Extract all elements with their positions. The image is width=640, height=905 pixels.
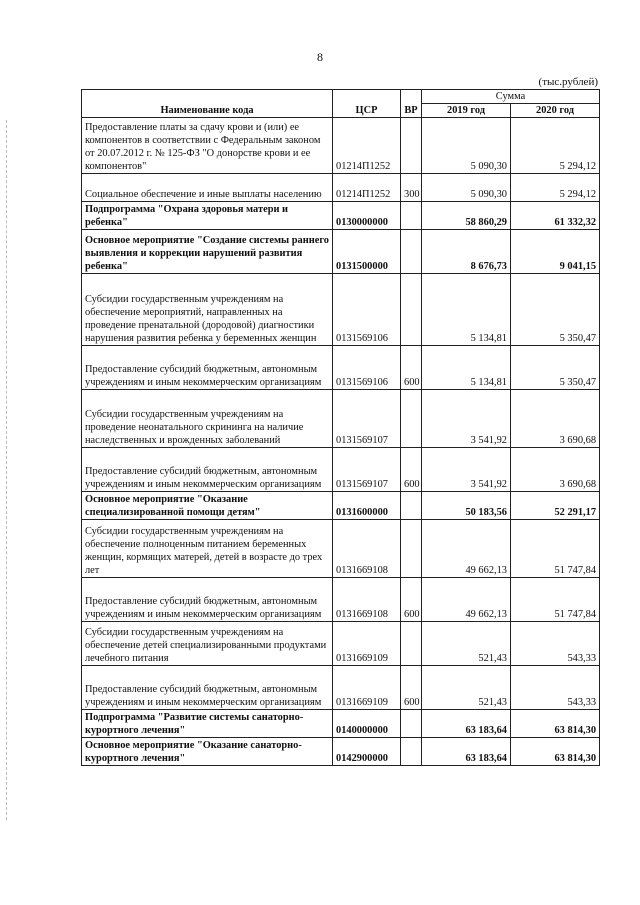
scan-edge-mark <box>6 120 8 820</box>
row-csr-cell: 0142900000 <box>333 738 401 766</box>
row-vr-cell <box>401 274 422 346</box>
row-name-cell: Субсидии государственным учреждениям на обеспечение детей специализированными продуктами лечебного питания <box>82 622 333 666</box>
row-2020-cell: 543,33 <box>511 622 600 666</box>
row-csr-cell: 0131669108 <box>333 520 401 578</box>
header-2019: 2019 год <box>422 104 511 118</box>
units-label: (тыс.рублей) <box>538 76 598 88</box>
row-csr-cell: 0131669109 <box>333 666 401 710</box>
row-csr-cell: 0131569106 <box>333 274 401 346</box>
row-csr-cell: 0131600000 <box>333 492 401 520</box>
row-2019-cell: 521,43 <box>422 622 511 666</box>
table-row <box>82 174 600 202</box>
row-2019-cell: 49 662,13 <box>422 578 511 622</box>
row-csr-cell: 0131669108 <box>333 578 401 622</box>
row-2019-cell: 3 541,92 <box>422 448 511 492</box>
row-csr-cell: 01214П1252 <box>333 118 401 174</box>
row-2019-cell: 63 183,64 <box>422 738 511 766</box>
row-2020-cell: 61 332,32 <box>511 202 600 230</box>
row-csr-cell: 0130000000 <box>333 202 401 230</box>
row-name-cell: Подпрограмма "Охрана здоровья матери и ребенка" <box>82 202 333 230</box>
row-2020-cell: 63 814,30 <box>511 738 600 766</box>
table-row <box>82 202 600 230</box>
row-vr-cell <box>401 520 422 578</box>
table-row <box>82 578 600 622</box>
row-2019-cell: 58 860,29 <box>422 202 511 230</box>
row-csr-cell: 0131500000 <box>333 230 401 274</box>
table-header <box>82 90 600 118</box>
row-2019-cell: 5 134,81 <box>422 274 511 346</box>
table-row <box>82 118 600 174</box>
row-name-cell: Предоставление субсидий бюджетным, автономным учреждениям и иным некоммерческим организациям <box>82 578 333 622</box>
row-2019-cell: 5 134,81 <box>422 346 511 390</box>
table-row <box>82 346 600 390</box>
table-body <box>82 118 600 766</box>
header-2020: 2020 год <box>511 104 600 118</box>
table-row <box>82 738 600 766</box>
row-2020-cell: 5 350,47 <box>511 346 600 390</box>
table-row <box>82 390 600 448</box>
row-name-cell: Предоставление субсидий бюджетным, автономным учреждениям и иным некоммерческим организациям <box>82 346 333 390</box>
row-2019-cell: 521,43 <box>422 666 511 710</box>
table-row <box>82 274 600 346</box>
table-row <box>82 666 600 710</box>
row-vr-cell: 300 <box>401 174 422 202</box>
row-2019-cell: 50 183,56 <box>422 492 511 520</box>
table-row <box>82 710 600 738</box>
row-vr-cell <box>401 710 422 738</box>
row-name-cell: Основное мероприятие "Оказание специализированной помощи детям" <box>82 492 333 520</box>
row-name-cell: Подпрограмма "Развитие системы санаторно-курортного лечения" <box>82 710 333 738</box>
row-vr-cell: 600 <box>401 578 422 622</box>
row-name-cell: Основное мероприятие "Оказание санаторно-курортного лечения" <box>82 738 333 766</box>
row-2020-cell: 543,33 <box>511 666 600 710</box>
row-2019-cell: 63 183,64 <box>422 710 511 738</box>
row-2020-cell: 5 294,12 <box>511 174 600 202</box>
budget-table <box>81 89 600 766</box>
row-2019-cell: 3 541,92 <box>422 390 511 448</box>
row-2020-cell: 63 814,30 <box>511 710 600 738</box>
row-2019-cell: 49 662,13 <box>422 520 511 578</box>
row-name-cell: Предоставление платы за сдачу крови и (или) ее компонентов в соответствии с Федеральным законом от 20.07.2012 г. № 125-ФЗ "О донорстве крови и ее компонентов" <box>82 118 333 174</box>
row-2019-cell: 5 090,30 <box>422 174 511 202</box>
header-csr: ЦСР <box>333 90 401 118</box>
row-2020-cell: 3 690,68 <box>511 448 600 492</box>
row-csr-cell: 0131569106 <box>333 346 401 390</box>
row-2020-cell: 51 747,84 <box>511 520 600 578</box>
row-csr-cell: 0140000000 <box>333 710 401 738</box>
row-vr-cell: 600 <box>401 448 422 492</box>
row-csr-cell: 0131669109 <box>333 622 401 666</box>
table-row <box>82 492 600 520</box>
row-vr-cell <box>401 622 422 666</box>
table-row <box>82 230 600 274</box>
header-sum: Сумма <box>422 90 600 104</box>
row-csr-cell: 0131569107 <box>333 448 401 492</box>
page-number: 8 <box>317 50 323 64</box>
row-vr-cell <box>401 202 422 230</box>
row-name-cell: Предоставление субсидий бюджетным, автономным учреждениям и иным некоммерческим организациям <box>82 448 333 492</box>
row-2020-cell: 51 747,84 <box>511 578 600 622</box>
header-vr: ВР <box>401 90 422 118</box>
row-csr-cell: 0131569107 <box>333 390 401 448</box>
row-name-cell: Субсидии государственным учреждениям на обеспечение полноценным питанием беременных женщин, кормящих матерей, детей в возрасте до трех лет <box>82 520 333 578</box>
row-name-cell: Субсидии государственным учреждениям на обеспечение мероприятий, направленных на проведение пренатальной (дородовой) диагностики нарушения развития ребенка у беременных женщин <box>82 274 333 346</box>
table-row <box>82 622 600 666</box>
row-2020-cell: 5 350,47 <box>511 274 600 346</box>
row-vr-cell: 600 <box>401 666 422 710</box>
row-vr-cell <box>401 492 422 520</box>
row-csr-cell: 01214П1252 <box>333 174 401 202</box>
row-2019-cell: 5 090,30 <box>422 118 511 174</box>
row-name-cell: Субсидии государственным учреждениям на проведение неонатального скрининга на наличие наследственных и врожденных заболеваний <box>82 390 333 448</box>
table-row <box>82 520 600 578</box>
row-2019-cell: 8 676,73 <box>422 230 511 274</box>
row-name-cell: Основное мероприятие "Создание системы раннего выявления и коррекции нарушений развития ребенка" <box>82 230 333 274</box>
row-2020-cell: 5 294,12 <box>511 118 600 174</box>
row-2020-cell: 52 291,17 <box>511 492 600 520</box>
row-vr-cell <box>401 390 422 448</box>
row-2020-cell: 3 690,68 <box>511 390 600 448</box>
row-2020-cell: 9 041,15 <box>511 230 600 274</box>
row-vr-cell: 600 <box>401 346 422 390</box>
header-name: Наименование кода <box>82 90 333 118</box>
row-vr-cell <box>401 118 422 174</box>
row-vr-cell <box>401 230 422 274</box>
row-name-cell: Предоставление субсидий бюджетным, автономным учреждениям и иным некоммерческим организациям <box>82 666 333 710</box>
row-vr-cell <box>401 738 422 766</box>
table-row <box>82 448 600 492</box>
row-name-cell: Социальное обеспечение и иные выплаты населению <box>82 174 333 202</box>
